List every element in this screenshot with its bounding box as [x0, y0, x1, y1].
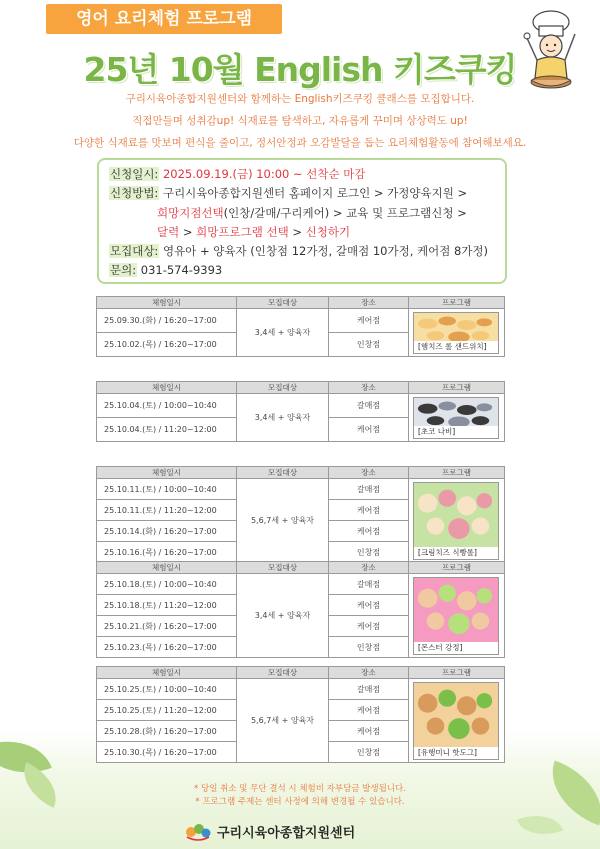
- food-item-shape: [438, 690, 456, 707]
- schedule-date: 25.10.25.(토) / 10:00~10:40: [97, 679, 237, 700]
- food-item-shape: [472, 518, 490, 535]
- food-item-shape: [472, 613, 490, 630]
- food-item-shape: [427, 518, 445, 535]
- target-row: [109, 242, 495, 261]
- food-item-shape: [418, 404, 438, 414]
- food-item-shape: [418, 694, 438, 713]
- header-place: 장소: [329, 467, 409, 479]
- method-branch-select: 희망지점선택: [157, 205, 224, 220]
- schedule-date: 25.10.30.(목) / 16:20~17:00: [97, 742, 237, 763]
- header-date: 체험일시: [97, 667, 237, 679]
- contact-value: 031-574-9393: [140, 263, 223, 278]
- schedule-place: 인창점: [329, 542, 409, 563]
- program-photo: [413, 482, 499, 560]
- schedule-target: 5,6,7세 + 양육자: [237, 479, 329, 563]
- food-item-shape: [457, 496, 477, 515]
- header-target: 모집대상: [237, 667, 329, 679]
- schedule-date: 25.10.18.(토) / 11:20~12:00: [97, 595, 237, 616]
- schedule-place: 케어점: [329, 700, 409, 721]
- header-date: 체험일시: [97, 382, 237, 394]
- schedule-place: 케어점: [329, 616, 409, 637]
- header-date: 체험일시: [97, 297, 237, 309]
- method-label: 신청방법:: [110, 186, 159, 201]
- food-item-shape: [448, 718, 469, 739]
- schedule-place: 케어점: [329, 521, 409, 542]
- schedule-place: 인창점: [329, 742, 409, 763]
- center-logo-icon: [185, 821, 211, 841]
- program-caption: [햄치즈 롤 샌드위치]: [414, 341, 498, 353]
- schedule-place: 갈매점: [329, 679, 409, 700]
- schedule-target: 3,4세 + 양육자: [237, 309, 329, 357]
- schedule-date: 25.10.04.(토) / 11:20~12:00: [97, 418, 237, 442]
- header-date: 체험일시: [97, 467, 237, 479]
- schedule-date: 25.10.16.(목) / 16:20~17:00: [97, 542, 237, 563]
- food-item-shape: [457, 405, 477, 415]
- notes: [0, 783, 600, 809]
- schedule-date: 25.10.04.(토) / 10:00~10:40: [97, 394, 237, 418]
- schedule-date: 25.10.14.(화) / 16:20~17:00: [97, 521, 237, 542]
- schedule-date: 25.10.11.(토) / 11:20~12:00: [97, 500, 237, 521]
- schedule-place: 케어점: [329, 721, 409, 742]
- table-header-row: [97, 562, 505, 574]
- header-place: 장소: [329, 382, 409, 394]
- method-calendar: 달력: [157, 224, 180, 239]
- schedule-place: 갈매점: [329, 394, 409, 418]
- schedule-date: 25.10.25.(토) / 11:20~12:00: [97, 700, 237, 721]
- schedule-place: 갈매점: [329, 479, 409, 500]
- food-item-shape: [448, 613, 469, 634]
- food-item-shape: [427, 718, 445, 735]
- header-program: 프로그램: [409, 562, 505, 574]
- schedule-place: 갈매점: [329, 574, 409, 595]
- schedule-date: 25.10.28.(화) / 16:20~17:00: [97, 721, 237, 742]
- food-item-shape: [427, 613, 445, 630]
- food-item-shape: [472, 331, 490, 340]
- schedule-place: 케어점: [329, 500, 409, 521]
- schedule-date: 25.09.30.(화) / 16:20~17:00: [97, 309, 237, 333]
- header-date: 체험일시: [97, 562, 237, 574]
- method-row: [109, 184, 495, 203]
- program-photo: [413, 682, 499, 760]
- page-title: 25년 10월 English 키즈쿠킹: [83, 50, 517, 89]
- info-box: [97, 158, 507, 284]
- schedule-place: 인창점: [329, 637, 409, 658]
- header-place: 장소: [329, 297, 409, 309]
- intro-line-1: 구리시육아종합지원센터와 함께하는 English키즈쿠킹 클래스를 모집합니다.: [125, 93, 475, 105]
- program-photo: [413, 577, 499, 655]
- food-item-shape: [438, 317, 456, 326]
- table-header-row: [97, 467, 505, 479]
- header-place: 장소: [329, 667, 409, 679]
- header-place: 장소: [329, 562, 409, 574]
- schedule-place: 케어점: [329, 418, 409, 442]
- schedule-date: 25.10.18.(토) / 10:00~10:40: [97, 574, 237, 595]
- food-item-shape: [438, 490, 456, 507]
- food-item-shape: [427, 331, 445, 340]
- food-item-shape: [438, 585, 456, 602]
- method-arrow: >: [288, 224, 306, 239]
- header-target: 모집대상: [237, 382, 329, 394]
- apply-date-value: 2025.09.19.(금) 10:00 ~ 선착순 마감: [162, 167, 366, 181]
- schedule-date: 25.10.21.(화) / 16:20~17:00: [97, 616, 237, 637]
- food-item-shape: [477, 493, 493, 508]
- contact-label: 문의:: [110, 263, 137, 278]
- program-photo: [413, 312, 499, 354]
- note-change: * 프로그램 주제는 센터 사정에 의해 변경될 수 있습니다.: [195, 797, 405, 807]
- food-item-shape: [427, 416, 445, 425]
- apply-date-row: [109, 165, 495, 184]
- schedule-place: 인창점: [329, 333, 409, 357]
- header-target: 모집대상: [237, 562, 329, 574]
- schedule-date: 25.10.11.(토) / 10:00~10:40: [97, 479, 237, 500]
- header-target: 모집대상: [237, 467, 329, 479]
- schedule-date: 25.10.02.(목) / 16:20~17:00: [97, 333, 237, 357]
- food-item-shape: [457, 696, 477, 715]
- method-apply: 신청하기: [305, 224, 351, 239]
- food-item-shape: [457, 320, 477, 330]
- table-header-row: [97, 297, 505, 309]
- header-program: 프로그램: [409, 382, 505, 394]
- schedule-target: 3,4세 + 양육자: [237, 394, 329, 442]
- schedule-target: 5,6,7세 + 양육자: [237, 679, 329, 763]
- food-item-shape: [418, 319, 438, 329]
- method-row-2: [109, 204, 495, 223]
- food-item-shape: [472, 416, 490, 425]
- program-caption: [몬스터 강정]: [414, 642, 498, 654]
- table-header-row: [97, 382, 505, 394]
- food-item-shape: [477, 403, 493, 411]
- method-arrow: >: [179, 224, 197, 239]
- intro-line-2: 직접만들며 성취감up! 식재료를 탐색하고, 자유롭게 꾸미며 상상력도 up!: [132, 115, 468, 127]
- header-program: 프로그램: [409, 297, 505, 309]
- header-target: 모집대상: [237, 297, 329, 309]
- food-item-shape: [448, 518, 469, 539]
- food-item-shape: [457, 591, 477, 610]
- contact-row: [109, 261, 495, 280]
- center-name: 구리시육아종합지원센터: [217, 825, 356, 841]
- apply-date-label: 신청일시:: [110, 167, 159, 181]
- schedule-date: 25.10.23.(목) / 16:20~17:00: [97, 637, 237, 658]
- program-caption: [유행미니 핫도그]: [414, 747, 498, 759]
- note-cancel: * 당일 취소 및 무단 결석 시 체험비 자부담금 발생됩니다.: [194, 784, 406, 794]
- schedule-place: 케어점: [329, 309, 409, 333]
- target-label: 모집대상:: [110, 244, 159, 259]
- target-value: 영유아 + 양육자 (인창점 12가정, 갈매점 10가정, 케어점 8가정): [162, 244, 489, 259]
- method-line-2: (인창/갈매/구리케어) > 교육 및 프로그램신청 >: [223, 205, 467, 220]
- footer: [185, 820, 355, 842]
- food-item-shape: [477, 588, 493, 603]
- table-header-row: [97, 667, 505, 679]
- food-item-shape: [438, 402, 456, 411]
- food-item-shape: [418, 589, 438, 608]
- header-program: 프로그램: [409, 467, 505, 479]
- schedule-target: 3,4세 + 양육자: [237, 574, 329, 658]
- chef-illustration: [507, 8, 591, 92]
- program-caption: [초코 나비]: [414, 426, 498, 438]
- food-item-shape: [477, 693, 493, 708]
- food-item-shape: [472, 718, 490, 735]
- method-program-select: 희망프로그램 선택: [196, 224, 289, 239]
- food-item-shape: [418, 494, 438, 513]
- program-banner: 영어 요리체험 프로그램: [46, 4, 282, 34]
- header-program: 프로그램: [409, 667, 505, 679]
- food-item-shape: [477, 318, 493, 326]
- program-caption: [크림치즈 식빵롤]: [414, 547, 498, 559]
- method-line-1: 구리시육아종합지원센터 홈페이지 로그인 > 가정양육지원 >: [162, 186, 468, 201]
- method-row-3: [109, 223, 495, 242]
- schedule-place: 케어점: [329, 595, 409, 616]
- program-photo: [413, 397, 499, 439]
- intro-line-3: 다양한 식재료를 맛보며 편식을 줄이고, 정서안정과 오감발달을 돕는 요리체험활동에 참여해보세요.: [73, 137, 527, 149]
